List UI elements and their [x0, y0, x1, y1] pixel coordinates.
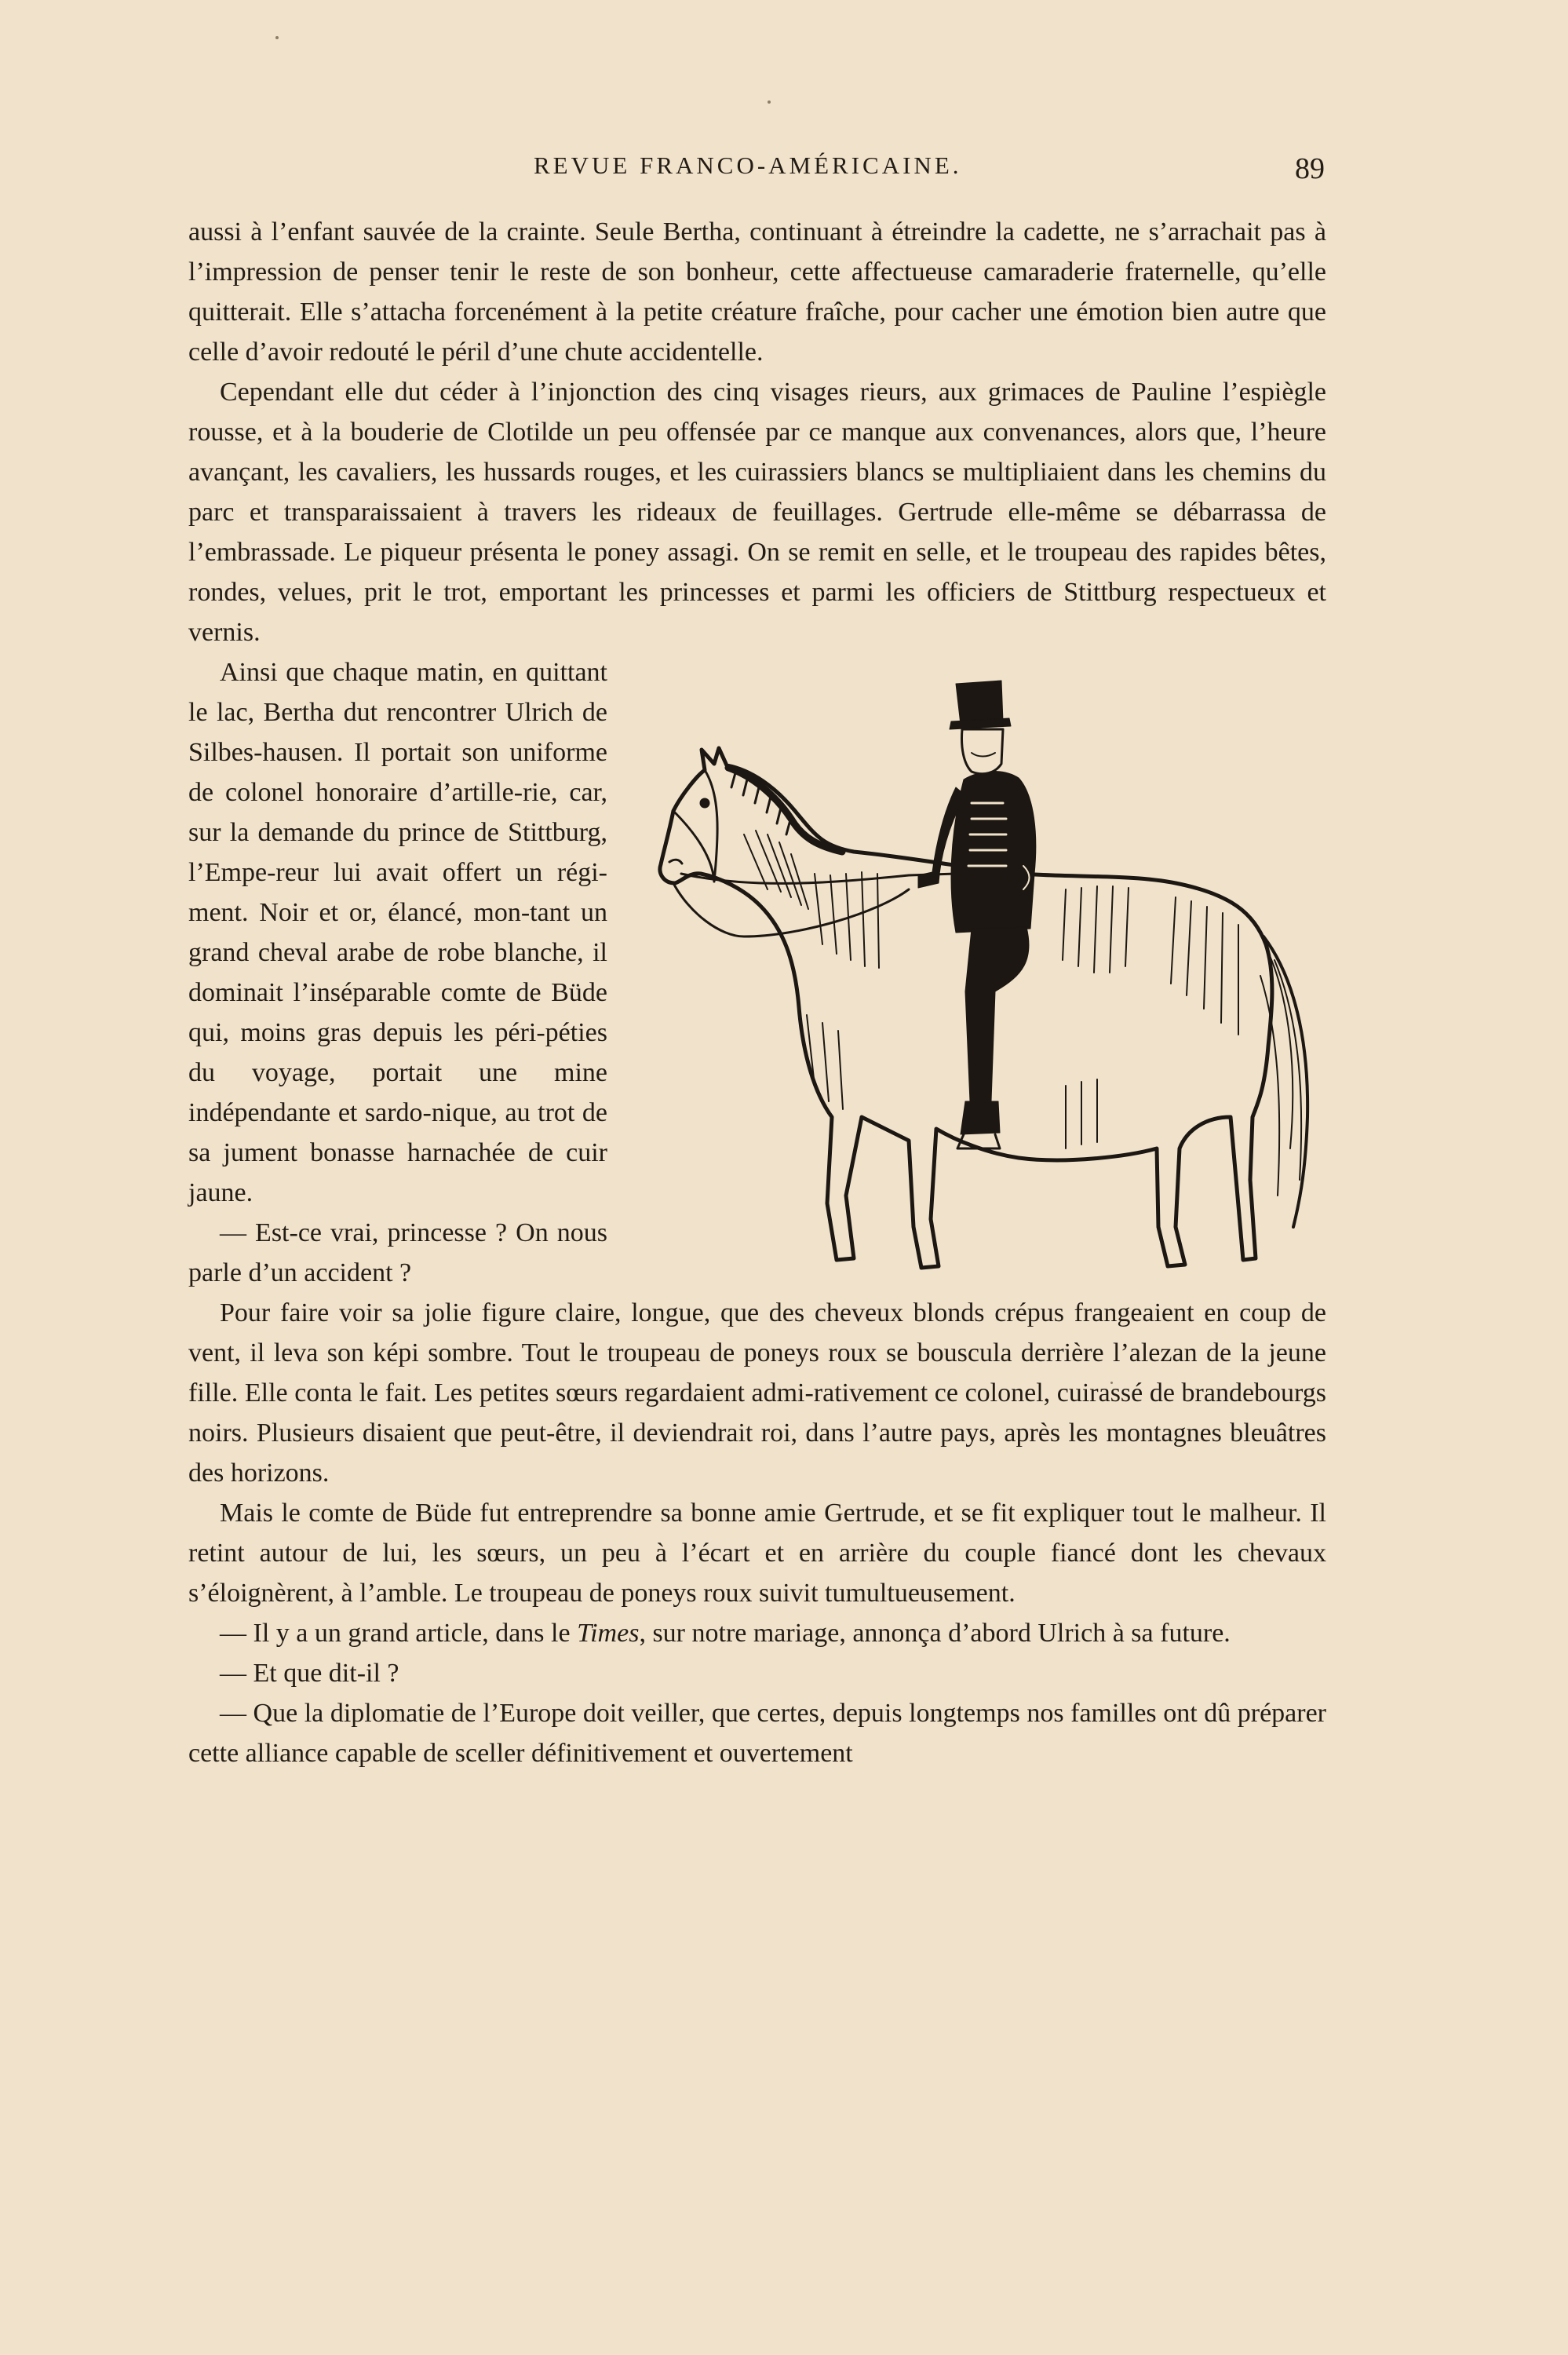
paragraph: Cependant elle dut céder à l’injonction des cinq visages rieurs, aux grimaces de Pauline l’espiègle rousse, et à la bouderie de Clotilde un peu offensée par ce manque aux convenances, alors que, l’heure avançant, les cavaliers, les hussards rouges, et les cuirassiers blancs se multipliaient dans les chemins du parc et transparaissaient à travers les rideaux de feuillages. Gertrude elle-même se débarrassa de l’embrassade. Le piqueur présenta le poney assagi. On se remit en selle, et le troupeau des rapides bêtes, rondes, velues, prit le trot, emportant les princesses et parmi les officiers de Stittburg respectueux et vernis. [188, 378, 1326, 647]
paragraph [188, 1613, 1326, 1653]
running-title: REVUE FRANCO-AMÉRICAINE. [534, 152, 962, 179]
running-head [188, 152, 1331, 191]
paragraph: Pour faire voir sa jolie figure claire, longue, que des cheveux blonds crépus frangeaient en coup de vent, il leva son képi sombre. Tout le troupeau de poneys roux se bouscula derrière l’alezan de la jeune fille. Elle conta le fait. Les petites sœurs regardaient admi-rativement ce colonel, cuirassé de brandebourgs noirs. Plusieurs disaient que peut-être, il deviendrait roi, dans l’autre pays, après les montagnes bleuâtres des horizons. [188, 1298, 1326, 1488]
paragraph: Mais le comte de Büde fut entreprendre sa bonne amie Gertrude, et se fit expliquer tout le malheur. Il retint autour de lui, les sœurs, un peu à l’écart et en arrière du couple fiancé dont les chevaux s’éloignèrent, à l’amble. Le troupeau de poneys roux suivit tumultueusement. [188, 1499, 1326, 1608]
paragraph: aussi à l’enfant sauvée de la crainte. Seule Bertha, continuant à étreindre la cadette, ne s’arrachait pas à l’impression de penser tenir le reste de son bonheur, cette affectueuse camaraderie fraternelle, qu’elle quitterait. Elle s’attacha forcenément à la petite créature fraîche, pour cacher une émotion bien autre que celle d’avoir redouté le péril d’une chute accidentelle. [188, 217, 1326, 367]
text-run: , sur notre mariage, annonça d’abord Ulrich à sa future. [639, 1619, 1231, 1648]
officer-on-horseback-icon [626, 677, 1348, 1274]
paper-speck [275, 36, 279, 39]
body-text [188, 212, 1326, 1773]
paper-speck [768, 100, 771, 104]
text-with-illustration [188, 652, 1326, 1293]
page-number: 89 [1295, 152, 1325, 185]
paragraph: — Est-ce vrai, princesse ? On nous parle d’un accident ? [188, 1218, 607, 1287]
newspaper-title: Times [577, 1619, 640, 1648]
paragraph: — Que la diplomatie de l’Europe doit veiller, que certes, depuis longtemps nos familles ont dû préparer cette alliance capable de sceller définitivement et ouvertement [188, 1699, 1326, 1768]
paragraph: Ainsi que chaque matin, en quittant le lac, Bertha dut rencontrer Ulrich de Silbes-hausen. Il portait son uniforme de colonel honoraire d’artille-rie, car, sur la demande du prince de Stittburg, l’Empe-reur lui avait offert un régi-ment. Noir et or, élancé, mon-tant un grand cheval arabe de robe blanche, il dominait l’inséparable comte de Büde qui, moins gras depuis les péri-péties du voyage, portait une mine indépendante et sardo-nique, au trot de sa jument bonasse harnachée de cuir jaune. [188, 658, 607, 1207]
paragraph: — Et que dit-il ? [220, 1659, 399, 1688]
text-run: — Il y a un grand article, dans le [220, 1619, 578, 1648]
illustration [626, 677, 1348, 1274]
